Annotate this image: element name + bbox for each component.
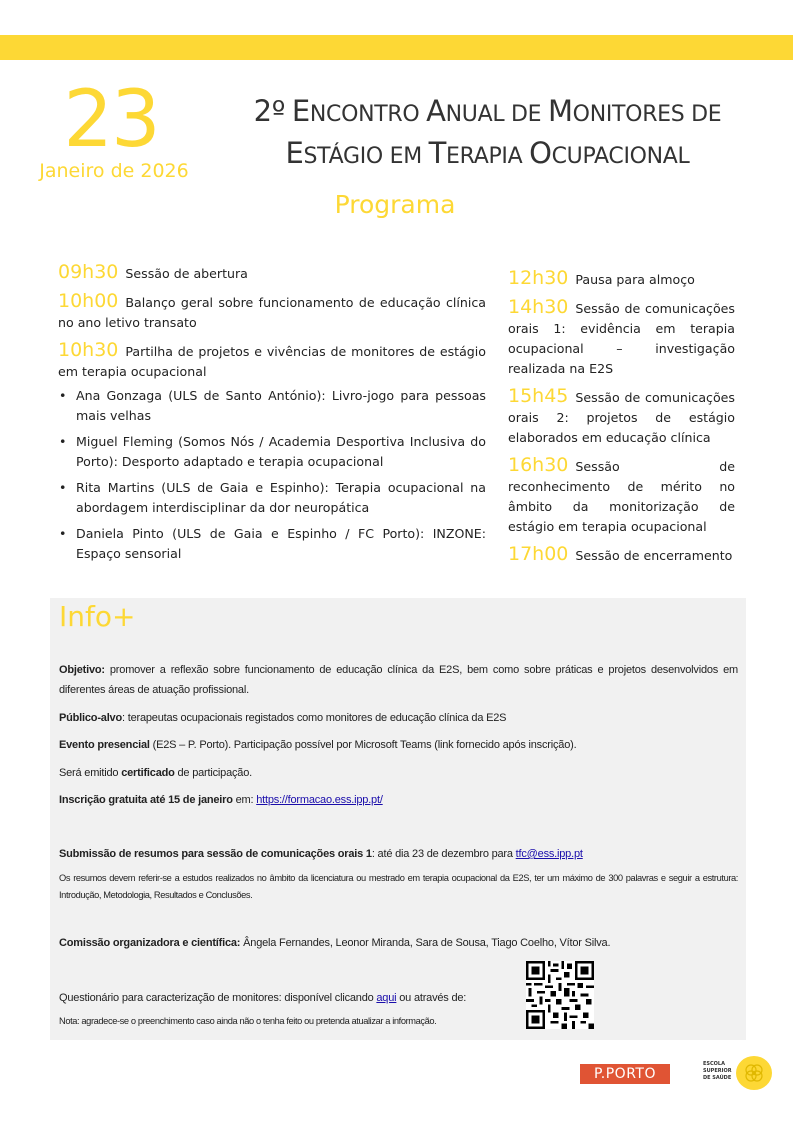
info-evento: Evento presencial (E2S – P. Porto). Participação possível por Microsoft Teams (link fornecido após inscrição). — [59, 739, 577, 751]
program-time: 09h30 — [58, 261, 119, 283]
event-month-year: Janeiro de 2026 — [39, 160, 189, 182]
info-publico: Público-alvo: terapeutas ocupacionais registados como monitores de educação clínica da E2S — [59, 712, 507, 724]
info-comissao: Comissão organizadora e científica: Ângela Fernandes, Leonor Miranda, Sara de Sousa, Tiago Coelho, Vítor Silva. — [59, 937, 611, 949]
program-time: 15h45 — [508, 385, 569, 407]
program-right-column — [508, 268, 735, 573]
title-line-2: ESTÁGIO EM TERAPIA OCUPACIONAL — [285, 136, 690, 170]
title-line-1: 2º ENCONTRO ANUAL DE MONITORES DE — [253, 94, 722, 128]
info-inscricao: Inscrição gratuita até 15 de janeiro em: https://formacao.ess.ipp.pt/ — [59, 794, 383, 806]
info-certificado: Será emitido certificado de participação. — [59, 767, 252, 779]
info-questionario: Questionário para caracterização de monitores: disponível clicando aqui ou através de: — [59, 992, 467, 1004]
program-item — [508, 386, 735, 448]
program-item — [58, 340, 486, 564]
info-nota: Nota: agradece-se o preenchimento caso ainda não o tenha feito ou pretenda atualizar a informação. — [59, 1016, 437, 1026]
info-box — [50, 598, 746, 1040]
ess-logo-text: ESCOLA SUPERIOR DE SAÚDE — [703, 1061, 732, 1081]
program-time: 10h00 — [58, 290, 119, 312]
program-item — [58, 262, 486, 284]
talk-item: • Ana Gonzaga (ULS de Santo António): Livro-jogo para pessoas mais velhas — [76, 386, 486, 426]
program-time: 16h30 — [508, 454, 569, 476]
program-text: Sessão de encerramento — [575, 548, 733, 563]
program-text: Sessão de comunicações orais 1: evidência em terapia ocupacional – investigação realizada na E2S — [508, 301, 735, 376]
talk-item: • Daniela Pinto (ULS de Gaia e Espinho / FC Porto): INZONE: Espaço sensorial — [76, 524, 486, 564]
talk-item: • Rita Martins (ULS de Gaia e Espinho): Terapia ocupacional na abordagem interdisciplinar da dor neuropática — [76, 478, 486, 518]
program-item — [508, 544, 735, 566]
program-text: Balanço geral sobre funcionamento de educação clínica no ano letivo transato — [58, 295, 486, 330]
info-title: Info+ — [59, 600, 136, 633]
program-text: Partilha de projetos e vivências de monitores de estágio em terapia ocupacional — [58, 344, 486, 379]
ess-emblem-icon — [736, 1056, 772, 1090]
program-text: Pausa para almoço — [575, 272, 695, 287]
page-title — [225, 92, 750, 176]
ess-logo-icon — [736, 1056, 772, 1090]
program-text: Sessão de abertura — [125, 266, 248, 281]
program-text: Sessão de comunicações orais 2: projetos de estágio elaborados em educação clínica — [508, 390, 735, 445]
qr-code[interactable] — [526, 961, 594, 1029]
top-yellow-band — [0, 35, 793, 60]
program-time: 14h30 — [508, 296, 569, 318]
program-time: 17h00 — [508, 543, 569, 565]
info-submissao: Submissão de resumos para sessão de comunicações orais 1: até dia 23 de dezembro para tfc@ess.ipp.pt — [59, 848, 583, 860]
talk-item: • Miguel Fleming (Somos Nós / Academia Desportiva Inclusiva do Porto): Desporto adaptado e terapia ocupacional — [76, 432, 486, 472]
program-time: 12h30 — [508, 267, 569, 289]
registration-link[interactable]: https://formacao.ess.ipp.pt/ — [256, 794, 383, 806]
talks-list — [58, 386, 486, 564]
program-heading: Programa — [334, 190, 456, 219]
event-day: 23 — [63, 75, 159, 165]
program-item — [508, 455, 735, 537]
program-item — [508, 268, 735, 290]
pporto-logo: P.PORTO — [580, 1064, 670, 1084]
submission-email-link[interactable]: tfc@ess.ipp.pt — [515, 848, 583, 860]
program-item — [58, 291, 486, 333]
program-left-column — [58, 262, 486, 571]
qr-code-icon — [526, 961, 594, 1029]
questionnaire-link[interactable]: aqui — [376, 992, 397, 1004]
program-time: 10h30 — [58, 339, 119, 361]
info-objetivo: Objetivo: promover a reflexão sobre funcionamento de educação clínica da E2S, bem como sobre práticas e projetos desenvolvidos em diferentes áreas de atuação profissional. — [59, 664, 738, 696]
program-text: Sessão de reconhecimento de mérito no âmbito da monitorização de estágio em terapia ocupacional — [508, 459, 735, 534]
info-resumos-note: Os resumos devem referir-se a estudos realizados no âmbito da licenciatura ou mestrado em terapia ocupacional da E2S, ter um máximo de 300 palavras e seguir a estrutura: Introdução, Metodologia, Resultados e Conclusões. — [59, 873, 738, 900]
program-item — [508, 297, 735, 379]
